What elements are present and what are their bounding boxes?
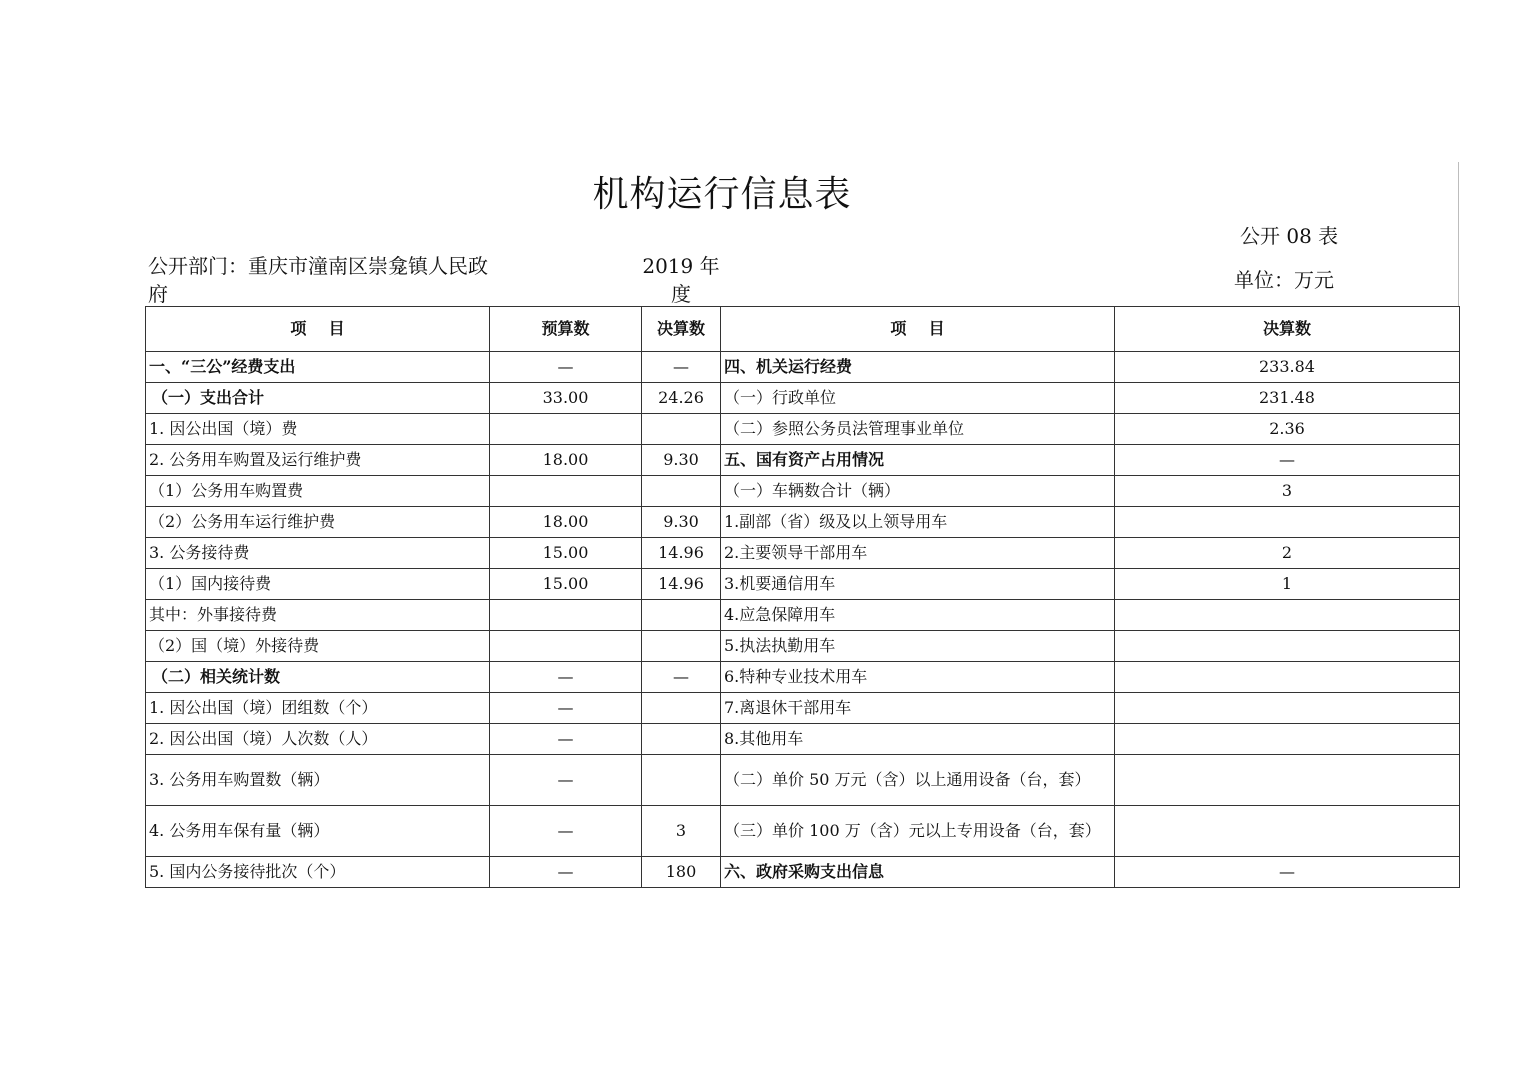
form-number: 公开 08 表 — [1240, 224, 1339, 248]
right-border-line — [1458, 162, 1459, 307]
col-header-final-right: 决算数 — [1115, 307, 1460, 352]
right-final-value: — — [1115, 857, 1460, 888]
col-header-item-left: 项 目 — [146, 307, 490, 352]
left-item: 其中：外事接待费 — [146, 600, 490, 631]
budget-value: — — [490, 806, 642, 857]
right-item: 2.主要领导干部用车 — [721, 538, 1115, 569]
left-item: 3. 公务用车购置数（辆） — [146, 755, 490, 806]
budget-value: — — [490, 755, 642, 806]
table-row — [146, 538, 1460, 569]
table-row — [146, 569, 1460, 600]
right-item: 8.其他用车 — [721, 724, 1115, 755]
table-row — [146, 600, 1460, 631]
table-row — [146, 724, 1460, 755]
left-item: 3. 公务接待费 — [146, 538, 490, 569]
right-final-value — [1115, 631, 1460, 662]
budget-value — [490, 600, 642, 631]
final-value: 9.30 — [642, 445, 721, 476]
table-row — [146, 662, 1460, 693]
right-item: 5.执法执勤用车 — [721, 631, 1115, 662]
right-item: （一）行政单位 — [721, 383, 1115, 414]
left-item: 一、“三公”经费支出 — [146, 352, 490, 383]
right-item: 六、政府采购支出信息 — [721, 857, 1115, 888]
right-item: 6.特种专业技术用车 — [721, 662, 1115, 693]
left-item: 2. 公务用车购置及运行维护费 — [146, 445, 490, 476]
budget-value — [490, 476, 642, 507]
table-row — [146, 414, 1460, 445]
final-value — [642, 600, 721, 631]
right-final-value — [1115, 724, 1460, 755]
right-final-value: 1 — [1115, 569, 1460, 600]
right-final-value — [1115, 600, 1460, 631]
department-label: 公开部门：重庆市潼南区崇龛镇人民政府 — [148, 254, 488, 306]
right-item: 7.离退休干部用车 — [721, 693, 1115, 724]
table-row — [146, 507, 1460, 538]
final-value — [642, 631, 721, 662]
table-row — [146, 693, 1460, 724]
final-value: 9.30 — [642, 507, 721, 538]
right-final-value: 2 — [1115, 538, 1460, 569]
page-title: 机构运行信息表 — [592, 174, 852, 215]
right-final-value — [1115, 662, 1460, 693]
right-item: （二）单价 50 万元（含）以上通用设备（台，套） — [721, 755, 1115, 806]
unit-label: 单位：万元 — [1234, 268, 1334, 292]
col-header-final-left: 决算数 — [642, 307, 721, 352]
table-row — [146, 806, 1460, 857]
right-item: 五、国有资产占用情况 — [721, 445, 1115, 476]
budget-value: 18.00 — [490, 445, 642, 476]
right-final-value — [1115, 806, 1460, 857]
left-item: （1）国内接待费 — [146, 569, 490, 600]
budget-value: — — [490, 724, 642, 755]
final-value — [642, 414, 721, 445]
table-row — [146, 631, 1460, 662]
right-final-value: 2.36 — [1115, 414, 1460, 445]
final-value: 14.96 — [642, 538, 721, 569]
budget-value: — — [490, 352, 642, 383]
table-row — [146, 755, 1460, 806]
left-item: 2. 因公出国（境）人次数（人） — [146, 724, 490, 755]
left-item: 1. 因公出国（境）费 — [146, 414, 490, 445]
table-row — [146, 445, 1460, 476]
left-item: （二）相关统计数 — [146, 662, 490, 693]
left-item: （1）公务用车购置费 — [146, 476, 490, 507]
final-value: 180 — [642, 857, 721, 888]
budget-value: 15.00 — [490, 538, 642, 569]
table-row — [146, 383, 1460, 414]
right-final-value: 233.84 — [1115, 352, 1460, 383]
budget-value — [490, 631, 642, 662]
budget-value: 18.00 — [490, 507, 642, 538]
col-header-budget: 预算数 — [490, 307, 642, 352]
year-label: 2019 年度 — [642, 254, 720, 306]
budget-value: — — [490, 857, 642, 888]
left-item: 4. 公务用车保有量（辆） — [146, 806, 490, 857]
right-item: （二）参照公务员法管理事业单位 — [721, 414, 1115, 445]
final-value — [642, 755, 721, 806]
table-row — [146, 857, 1460, 888]
right-final-value — [1115, 755, 1460, 806]
final-value: 24.26 — [642, 383, 721, 414]
left-item: （一）支出合计 — [146, 383, 490, 414]
final-value — [642, 693, 721, 724]
final-value: — — [642, 662, 721, 693]
final-value: 14.96 — [642, 569, 721, 600]
final-value — [642, 476, 721, 507]
budget-value: — — [490, 662, 642, 693]
right-item: 3.机要通信用车 — [721, 569, 1115, 600]
right-item: 4.应急保障用车 — [721, 600, 1115, 631]
table-header-row — [146, 307, 1460, 352]
right-final-value — [1115, 507, 1460, 538]
col-header-item-right: 项 目 — [721, 307, 1115, 352]
budget-value: 33.00 — [490, 383, 642, 414]
right-final-value: — — [1115, 445, 1460, 476]
table-row — [146, 476, 1460, 507]
right-item: 四、机关运行经费 — [721, 352, 1115, 383]
table-row — [146, 352, 1460, 383]
left-item: （2）公务用车运行维护费 — [146, 507, 490, 538]
right-final-value: 231.48 — [1115, 383, 1460, 414]
left-item: 1. 因公出国（境）团组数（个） — [146, 693, 490, 724]
budget-value: — — [490, 693, 642, 724]
left-item: 5. 国内公务接待批次（个） — [146, 857, 490, 888]
final-value — [642, 724, 721, 755]
budget-value: 15.00 — [490, 569, 642, 600]
right-final-value — [1115, 693, 1460, 724]
right-item: 1.副部（省）级及以上领导用车 — [721, 507, 1115, 538]
info-table — [145, 306, 1460, 888]
right-final-value: 3 — [1115, 476, 1460, 507]
left-item: （2）国（境）外接待费 — [146, 631, 490, 662]
right-item: （一）车辆数合计（辆） — [721, 476, 1115, 507]
final-value: — — [642, 352, 721, 383]
final-value: 3 — [642, 806, 721, 857]
budget-value — [490, 414, 642, 445]
right-item: （三）单价 100 万（含）元以上专用设备（台，套） — [721, 806, 1115, 857]
